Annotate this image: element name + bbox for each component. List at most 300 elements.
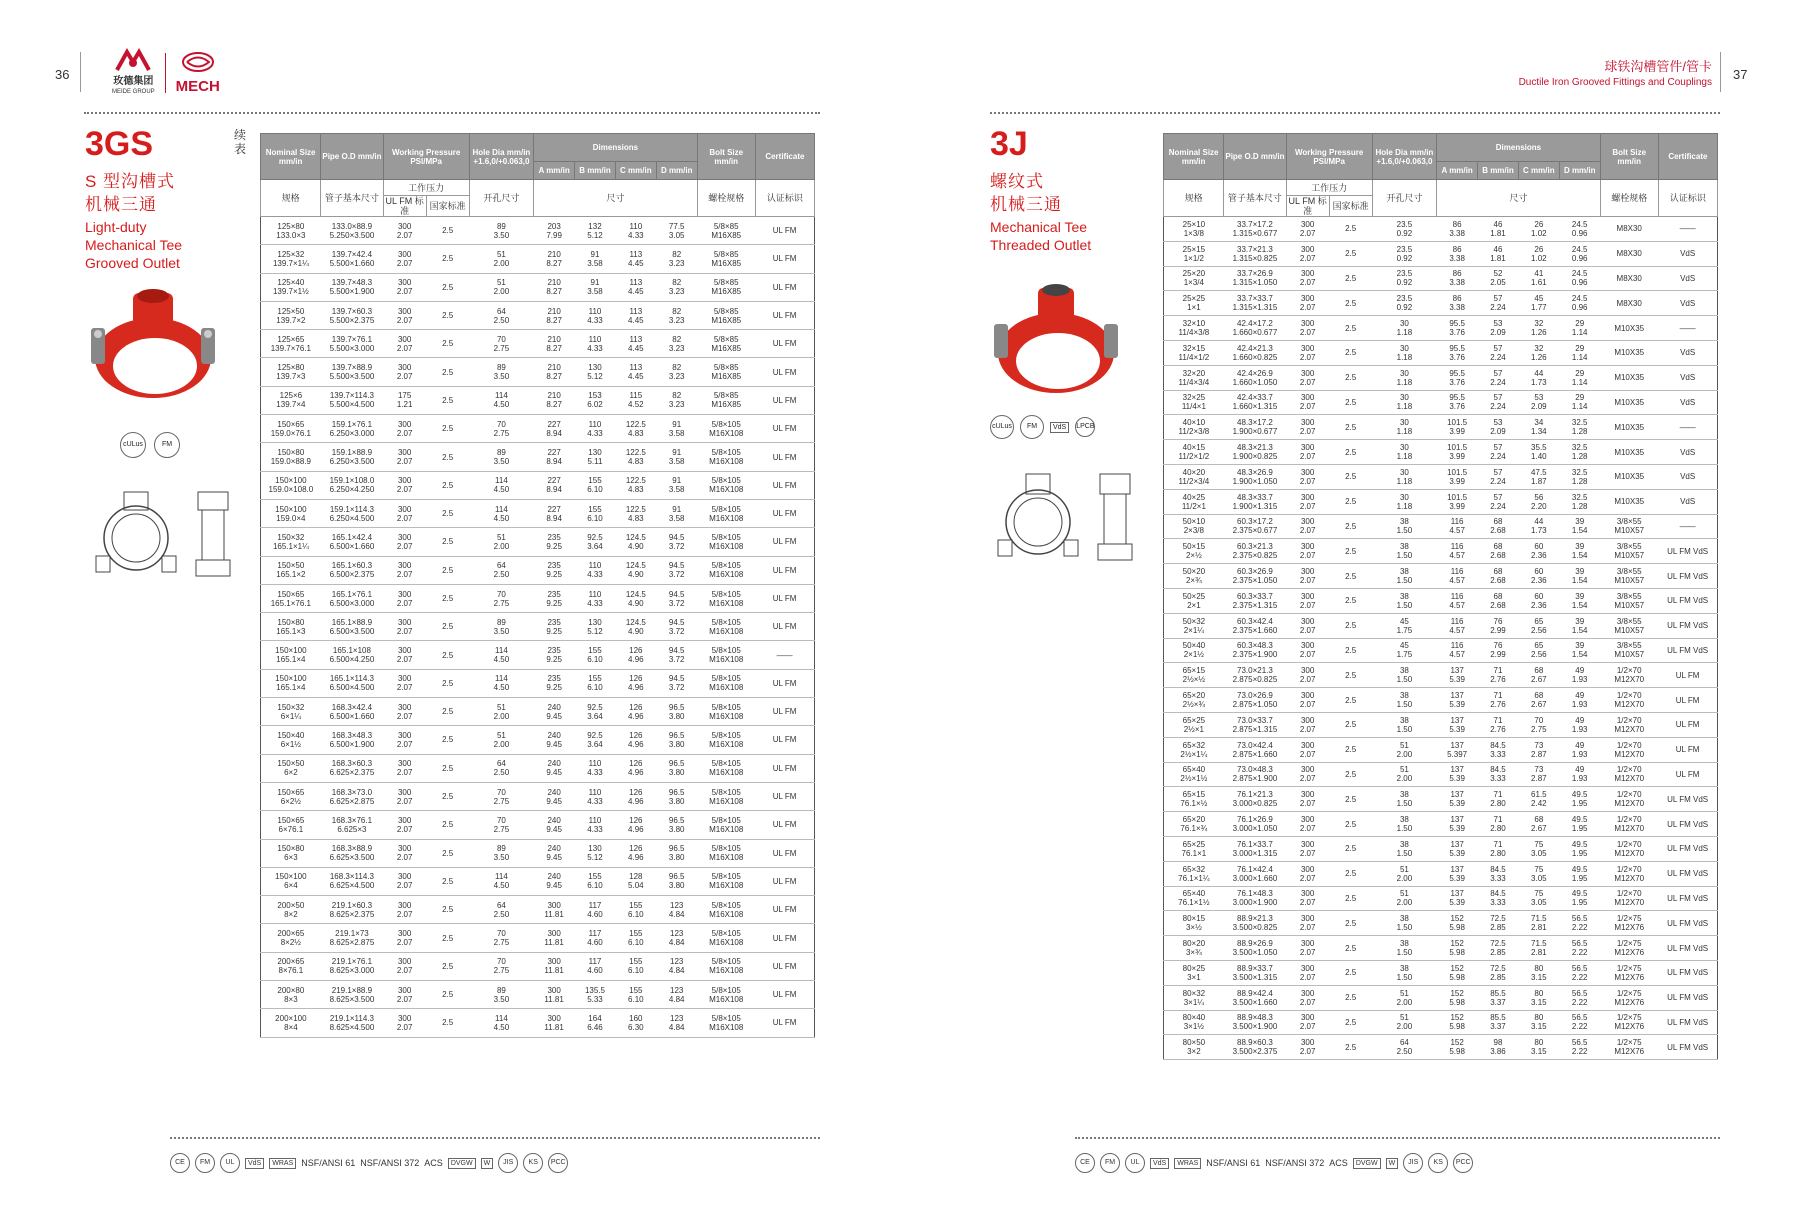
col-pipe-od: Pipe O.D mm/in xyxy=(321,134,383,180)
cell-nominal-size: 150×100 165.1×4 xyxy=(261,669,321,697)
cell-national-pressure: 2.5 xyxy=(1329,787,1372,812)
cell-ulfm-pressure: 300 2.07 xyxy=(383,669,426,697)
cell-dim-a: 101.5 3.99 xyxy=(1437,464,1478,489)
cell-national-pressure: 2.5 xyxy=(426,811,469,839)
meide-logo-icon xyxy=(113,48,153,72)
ul-icon: UL xyxy=(1125,1153,1145,1173)
cell-certificate: VdS xyxy=(1658,489,1717,514)
divider-right xyxy=(990,112,1720,114)
table-row xyxy=(1164,464,1718,489)
cell-nominal-size: 125×50 139.7×2 xyxy=(261,301,321,329)
cell-certificate: UL FM xyxy=(755,726,814,754)
cell-dim-a: 235 9.25 xyxy=(534,584,575,612)
cell-certificate: VdS xyxy=(1658,464,1717,489)
cell-nominal-size: 150×65 159.0×76.1 xyxy=(261,415,321,443)
table-row xyxy=(261,301,815,329)
cell-hole-dia: 70 2.75 xyxy=(469,584,534,612)
col-nominal-size: Nominal Size mm/in xyxy=(1164,134,1224,180)
cell-national-pressure: 2.5 xyxy=(426,358,469,386)
cell-dim-d: 56.5 2.22 xyxy=(1559,1035,1600,1060)
cell-bolt-size: M10X35 xyxy=(1600,390,1658,415)
cell-dim-a: 300 11.81 xyxy=(534,952,575,980)
cell-hole-dia: 51 2.00 xyxy=(469,273,534,301)
cell-ulfm-pressure: 300 2.07 xyxy=(383,301,426,329)
cell-hole-dia: 89 3.50 xyxy=(469,217,534,245)
cell-nominal-size: 65×25 2½×1 xyxy=(1164,712,1224,737)
cell-ulfm-pressure: 300 2.07 xyxy=(383,499,426,527)
cell-nominal-size: 150×65 165.1×76.1 xyxy=(261,584,321,612)
cell-dim-c: 160 6.30 xyxy=(615,1009,656,1037)
cell-ulfm-pressure: 300 2.07 xyxy=(383,952,426,980)
ce-mark-icon: CE xyxy=(170,1153,190,1173)
cell-pipe-od: 168.3×76.1 6.625×3 xyxy=(321,811,383,839)
cell-hole-dia: 45 1.75 xyxy=(1372,613,1437,638)
cell-dim-c: 124.5 4.90 xyxy=(615,528,656,556)
table-row xyxy=(261,867,815,895)
cell-dim-a: 152 5.98 xyxy=(1437,985,1478,1010)
cell-bolt-size: 1/2×70 M12X70 xyxy=(1600,737,1658,762)
cell-dim-d: 39 1.54 xyxy=(1559,588,1600,613)
cell-dim-c: 126 4.96 xyxy=(615,839,656,867)
cell-nominal-size: 50×25 2×1 xyxy=(1164,588,1224,613)
cert-marks-right xyxy=(990,415,1095,439)
cell-dim-c: 126 4.96 xyxy=(615,726,656,754)
cell-dim-a: 116 4.57 xyxy=(1437,613,1478,638)
cell-hole-dia: 114 4.50 xyxy=(469,471,534,499)
cell-hole-dia: 38 1.50 xyxy=(1372,663,1437,688)
cn-hole: 开孔尺寸 xyxy=(469,180,534,217)
cell-pipe-od: 139.7×60.3 5.500×2.375 xyxy=(321,301,383,329)
cell-ulfm-pressure: 300 2.07 xyxy=(1286,464,1329,489)
cn-spec: 规格 xyxy=(1164,180,1224,217)
table-row xyxy=(1164,836,1718,861)
cell-ulfm-pressure: 300 2.07 xyxy=(1286,340,1329,365)
cell-dim-b: 57 2.24 xyxy=(1478,365,1519,390)
cell-certificate: UL FM xyxy=(755,584,814,612)
cell-dim-c: 80 3.15 xyxy=(1518,960,1559,985)
cell-bolt-size: 1/2×70 M12X70 xyxy=(1600,787,1658,812)
cell-dim-c: 65 2.56 xyxy=(1518,613,1559,638)
cell-dim-c: 71.5 2.81 xyxy=(1518,911,1559,936)
cell-dim-d: 96.5 3.80 xyxy=(656,867,697,895)
table-row xyxy=(1164,217,1718,242)
cell-bolt-size: M8X30 xyxy=(1600,291,1658,316)
product-name-cn: S 型沟槽式 机械三通 xyxy=(85,172,176,214)
cell-dim-d: 91 3.58 xyxy=(656,499,697,527)
cell-national-pressure: 2.5 xyxy=(1329,638,1372,663)
cell-bolt-size: 5/8×105 M16X108 xyxy=(697,896,755,924)
cell-dim-a: 137 5.39 xyxy=(1437,762,1478,787)
cell-dim-d: 94.5 3.72 xyxy=(656,584,697,612)
cell-pipe-od: 88.9×33.7 3.500×1.315 xyxy=(1224,960,1286,985)
cell-national-pressure: 2.5 xyxy=(1329,365,1372,390)
cell-nominal-size: 200×100 8×4 xyxy=(261,1009,321,1037)
cell-ulfm-pressure: 300 2.07 xyxy=(1286,588,1329,613)
table-row xyxy=(261,924,815,952)
cell-nominal-size: 150×100 165.1×4 xyxy=(261,641,321,669)
cell-bolt-size: 1/2×70 M12X70 xyxy=(1600,688,1658,713)
ul-icon: UL xyxy=(220,1153,240,1173)
cell-certificate: VdS xyxy=(1658,440,1717,465)
cell-national-pressure: 2.5 xyxy=(426,754,469,782)
cell-certificate: UL FM VdS xyxy=(1658,564,1717,589)
cell-nominal-size: 65×25 76.1×1 xyxy=(1164,836,1224,861)
cell-national-pressure: 2.5 xyxy=(1329,688,1372,713)
cell-dim-b: 84.5 3.33 xyxy=(1478,861,1519,886)
cell-ulfm-pressure: 300 2.07 xyxy=(383,443,426,471)
section-title-en: Ductile Iron Grooved Fittings and Couplings xyxy=(1518,77,1712,88)
cell-dim-d: 24.5 0.96 xyxy=(1559,291,1600,316)
cell-pipe-od: 33.7×21.3 1.315×0.825 xyxy=(1224,241,1286,266)
cell-dim-c: 26 1.02 xyxy=(1518,217,1559,242)
table-row xyxy=(261,358,815,386)
cell-dim-c: 122.5 4.83 xyxy=(615,471,656,499)
cell-nominal-size: 80×25 3×1 xyxy=(1164,960,1224,985)
cell-hole-dia: 51 2.00 xyxy=(1372,762,1437,787)
cell-hole-dia: 23.5 0.92 xyxy=(1372,291,1437,316)
table-row xyxy=(1164,241,1718,266)
footer-standard-label: NSF/ANSI 372 xyxy=(1265,1158,1325,1168)
cell-dim-b: 53 2.09 xyxy=(1478,316,1519,341)
cell-dim-b: 92.5 3.64 xyxy=(575,528,616,556)
cell-ulfm-pressure: 300 2.07 xyxy=(383,528,426,556)
cell-dim-b: 110 4.33 xyxy=(575,301,616,329)
cell-dim-d: 94.5 3.72 xyxy=(656,669,697,697)
continued-label: 续表 xyxy=(234,128,247,156)
cell-ulfm-pressure: 300 2.07 xyxy=(383,698,426,726)
cell-national-pressure: 2.5 xyxy=(426,471,469,499)
jis-icon: JIS xyxy=(498,1153,518,1173)
cell-national-pressure: 2.5 xyxy=(426,584,469,612)
cell-bolt-size: 5/8×105 M16X108 xyxy=(697,811,755,839)
cell-dim-a: 137 5.39 xyxy=(1437,861,1478,886)
cell-national-pressure: 2.5 xyxy=(1329,861,1372,886)
cell-pipe-od: 159.1×108.0 6.250×4.250 xyxy=(321,471,383,499)
cell-certificate: UL FM xyxy=(755,867,814,895)
cell-hole-dia: 51 2.00 xyxy=(1372,886,1437,911)
cell-certificate: UL FM VdS xyxy=(1658,985,1717,1010)
spec-table-3gs xyxy=(260,133,815,1038)
cell-dim-a: 116 4.57 xyxy=(1437,638,1478,663)
cell-bolt-size: 5/8×85 M16X85 xyxy=(697,330,755,358)
cell-dim-c: 113 4.45 xyxy=(615,301,656,329)
cell-ulfm-pressure: 300 2.07 xyxy=(1286,836,1329,861)
cell-dim-b: 72.5 2.85 xyxy=(1478,960,1519,985)
technical-drawing-right xyxy=(990,460,1150,570)
cell-bolt-size: 5/8×105 M16X108 xyxy=(697,754,755,782)
cell-dim-c: 126 4.96 xyxy=(615,669,656,697)
cell-dim-c: 124.5 4.90 xyxy=(615,613,656,641)
cell-certificate: UL FM xyxy=(755,499,814,527)
cell-bolt-size: 1/2×75 M12X76 xyxy=(1600,960,1658,985)
cell-bolt-size: 5/8×105 M16X108 xyxy=(697,415,755,443)
col-pipe-od: Pipe O.D mm/in xyxy=(1224,134,1286,180)
cell-dim-d: 49.5 1.95 xyxy=(1559,886,1600,911)
cell-nominal-size: 125×80 139.7×3 xyxy=(261,358,321,386)
cell-dim-b: 91 3.58 xyxy=(575,245,616,273)
table-row xyxy=(261,754,815,782)
cell-nominal-size: 40×15 11/2×1/2 xyxy=(1164,440,1224,465)
cell-certificate: UL FM xyxy=(1658,762,1717,787)
cell-dim-a: 240 9.45 xyxy=(534,698,575,726)
cell-ulfm-pressure: 300 2.07 xyxy=(1286,911,1329,936)
ul-listed-icon: cULus xyxy=(120,432,146,458)
cell-bolt-size: M10X35 xyxy=(1600,440,1658,465)
table-row xyxy=(261,981,815,1009)
cell-bolt-size: 5/8×105 M16X108 xyxy=(697,726,755,754)
cell-dim-b: 57 2.24 xyxy=(1478,291,1519,316)
table-row xyxy=(261,386,815,414)
table-row xyxy=(1164,787,1718,812)
cell-ulfm-pressure: 300 2.07 xyxy=(1286,638,1329,663)
cell-nominal-size: 65×32 2½×1¼ xyxy=(1164,737,1224,762)
cell-dim-a: 95.5 3.76 xyxy=(1437,316,1478,341)
col-working-pressure: Working Pressure PSI/MPa xyxy=(1286,134,1372,180)
cell-dim-c: 60 2.36 xyxy=(1518,539,1559,564)
cell-pipe-od: 48.3×33.7 1.900×1.315 xyxy=(1224,489,1286,514)
col-working-pressure: Working Pressure PSI/MPa xyxy=(383,134,469,180)
table-row xyxy=(1164,762,1718,787)
cell-nominal-size: 32×15 11/4×1/2 xyxy=(1164,340,1224,365)
cell-certificate: UL FM xyxy=(755,981,814,1009)
cell-nominal-size: 200×65 8×2½ xyxy=(261,924,321,952)
cell-dim-d: 77.5 3.05 xyxy=(656,217,697,245)
cell-dim-b: 153 6.02 xyxy=(575,386,616,414)
cell-dim-b: 110 4.33 xyxy=(575,782,616,810)
cell-pipe-od: 165.1×60.3 6.500×2.375 xyxy=(321,556,383,584)
meide-logo xyxy=(112,48,155,97)
cell-national-pressure: 2.5 xyxy=(426,330,469,358)
cell-dim-d: 56.5 2.22 xyxy=(1559,1010,1600,1035)
cell-hole-dia: 30 1.18 xyxy=(1372,464,1437,489)
cell-dim-a: 137 5.39 xyxy=(1437,712,1478,737)
cell-pipe-od: 219.1×73 8.625×2.875 xyxy=(321,924,383,952)
cell-dim-c: 126 4.96 xyxy=(615,782,656,810)
cell-dim-a: 210 8.27 xyxy=(534,273,575,301)
cell-dim-c: 155 6.10 xyxy=(615,952,656,980)
cell-dim-b: 72.5 2.85 xyxy=(1478,911,1519,936)
cell-national-pressure: 2.5 xyxy=(1329,812,1372,837)
cell-nominal-size: 25×10 1×3/8 xyxy=(1164,217,1224,242)
cell-hole-dia: 70 2.75 xyxy=(469,330,534,358)
cell-certificate: UL FM xyxy=(755,669,814,697)
cell-pipe-od: 60.3×42.4 2.375×1.660 xyxy=(1224,613,1286,638)
cell-hole-dia: 38 1.50 xyxy=(1372,712,1437,737)
cell-bolt-size: 5/8×85 M16X85 xyxy=(697,386,755,414)
cell-dim-b: 117 4.60 xyxy=(575,952,616,980)
cell-nominal-size: 65×40 2½×1½ xyxy=(1164,762,1224,787)
cell-national-pressure: 2.5 xyxy=(426,896,469,924)
cell-bolt-size: 5/8×85 M16X85 xyxy=(697,217,755,245)
cell-bolt-size: 5/8×105 M16X108 xyxy=(697,443,755,471)
cell-dim-a: 137 5.39 xyxy=(1437,812,1478,837)
cell-certificate: UL FM xyxy=(755,528,814,556)
cell-nominal-size: 150×80 6×3 xyxy=(261,839,321,867)
cell-hole-dia: 89 3.50 xyxy=(469,358,534,386)
cell-national-pressure: 2.5 xyxy=(1329,415,1372,440)
cell-bolt-size: 1/2×70 M12X70 xyxy=(1600,886,1658,911)
cell-hole-dia: 38 1.50 xyxy=(1372,836,1437,861)
cell-dim-d: 39 1.54 xyxy=(1559,564,1600,589)
table-row xyxy=(1164,316,1718,341)
cell-dim-b: 155 6.10 xyxy=(575,471,616,499)
cell-dim-d: 32.5 1.28 xyxy=(1559,415,1600,440)
cell-bolt-size: 5/8×85 M16X85 xyxy=(697,301,755,329)
cell-dim-a: 227 8.94 xyxy=(534,499,575,527)
cell-dim-c: 126 4.96 xyxy=(615,754,656,782)
cell-hole-dia: 114 4.50 xyxy=(469,641,534,669)
cell-national-pressure: 2.5 xyxy=(426,669,469,697)
cell-pipe-od: 60.3×33.7 2.375×1.315 xyxy=(1224,588,1286,613)
cell-certificate: UL FM VdS xyxy=(1658,588,1717,613)
cell-hole-dia: 114 4.50 xyxy=(469,1009,534,1037)
cell-hole-dia: 114 4.50 xyxy=(469,499,534,527)
cell-ulfm-pressure: 300 2.07 xyxy=(1286,762,1329,787)
cell-dim-c: 113 4.45 xyxy=(615,358,656,386)
cell-dim-c: 122.5 4.83 xyxy=(615,499,656,527)
cn-hole: 开孔尺寸 xyxy=(1372,180,1437,217)
cell-dim-b: 98 3.86 xyxy=(1478,1035,1519,1060)
w-mark-icon: W xyxy=(481,1158,494,1169)
cell-dim-b: 71 2.76 xyxy=(1478,688,1519,713)
cell-hole-dia: 89 3.50 xyxy=(469,613,534,641)
cell-certificate: VdS xyxy=(1658,266,1717,291)
table-row xyxy=(1164,886,1718,911)
cell-nominal-size: 65×20 2½×¾ xyxy=(1164,688,1224,713)
lpcb-icon: LPCB xyxy=(1075,417,1095,437)
cell-pipe-od: 168.3×42.4 6.500×1.660 xyxy=(321,698,383,726)
table-row xyxy=(261,1009,815,1037)
cell-pipe-od: 73.0×48.3 2.875×1.900 xyxy=(1224,762,1286,787)
cell-ulfm-pressure: 300 2.07 xyxy=(383,556,426,584)
cell-national-pressure: 2.5 xyxy=(426,415,469,443)
cell-dim-a: 210 8.27 xyxy=(534,330,575,358)
cell-dim-c: 70 2.75 xyxy=(1518,712,1559,737)
table-row xyxy=(1164,911,1718,936)
cell-dim-a: 137 5.39 xyxy=(1437,688,1478,713)
col-hole-dia: Hole Dia mm/in +1.6,0/+0.063,0 xyxy=(469,134,534,180)
cell-dim-c: 47.5 1.87 xyxy=(1518,464,1559,489)
cell-hole-dia: 51 2.00 xyxy=(469,726,534,754)
cell-dim-c: 41 1.61 xyxy=(1518,266,1559,291)
cell-ulfm-pressure: 300 2.07 xyxy=(1286,936,1329,961)
cell-dim-a: 240 9.45 xyxy=(534,782,575,810)
cell-dim-b: 91 3.58 xyxy=(575,273,616,301)
cell-dim-a: 235 9.25 xyxy=(534,641,575,669)
cell-dim-c: 122.5 4.83 xyxy=(615,443,656,471)
cell-ulfm-pressure: 300 2.07 xyxy=(1286,291,1329,316)
cell-dim-b: 57 2.24 xyxy=(1478,390,1519,415)
cell-dim-d: 96.5 3.80 xyxy=(656,698,697,726)
mech-logo xyxy=(176,51,220,95)
cell-certificate: UL FM xyxy=(755,443,814,471)
table-row xyxy=(1164,663,1718,688)
cell-dim-d: 96.5 3.80 xyxy=(656,839,697,867)
cell-dim-b: 92.5 3.64 xyxy=(575,726,616,754)
cell-dim-a: 116 4.57 xyxy=(1437,564,1478,589)
cell-dim-d: 29 1.14 xyxy=(1559,316,1600,341)
cell-ulfm-pressure: 300 2.07 xyxy=(1286,613,1329,638)
cell-national-pressure: 2.5 xyxy=(1329,588,1372,613)
cell-bolt-size: 3/8×55 M10X57 xyxy=(1600,588,1658,613)
cell-certificate: UL FM VdS xyxy=(1658,836,1717,861)
cell-national-pressure: 2.5 xyxy=(1329,712,1372,737)
cell-dim-d: 49 1.93 xyxy=(1559,688,1600,713)
page-number-right: 37 xyxy=(1733,67,1748,82)
cell-dim-d: 49.5 1.95 xyxy=(1559,787,1600,812)
cell-hole-dia: 38 1.50 xyxy=(1372,588,1437,613)
cell-hole-dia: 70 2.75 xyxy=(469,952,534,980)
cell-nominal-size: 150×50 165.1×2 xyxy=(261,556,321,584)
cell-dim-c: 122.5 4.83 xyxy=(615,415,656,443)
cell-pipe-od: 88.9×42.4 3.500×1.660 xyxy=(1224,985,1286,1010)
cell-national-pressure: 2.5 xyxy=(1329,613,1372,638)
footer-standard-label: ACS xyxy=(1329,1158,1348,1168)
table-row xyxy=(261,698,815,726)
cell-dim-d: 39 1.54 xyxy=(1559,613,1600,638)
cell-hole-dia: 38 1.50 xyxy=(1372,539,1437,564)
table-row xyxy=(261,528,815,556)
cell-national-pressure: 2.5 xyxy=(1329,737,1372,762)
cell-dim-c: 155 6.10 xyxy=(615,896,656,924)
cell-national-pressure: 2.5 xyxy=(426,386,469,414)
cell-ulfm-pressure: 300 2.07 xyxy=(1286,663,1329,688)
cell-ulfm-pressure: 300 2.07 xyxy=(383,867,426,895)
cell-pipe-od: 33.7×17.2 1.315×0.677 xyxy=(1224,217,1286,242)
cn-national: 国家标准 xyxy=(426,196,469,217)
cell-dim-b: 68 2.68 xyxy=(1478,539,1519,564)
cell-certificate: UL FM VdS xyxy=(1658,638,1717,663)
cell-dim-a: 116 4.57 xyxy=(1437,514,1478,539)
cell-bolt-size: 3/8×55 M10X57 xyxy=(1600,638,1658,663)
table-row xyxy=(261,584,815,612)
cell-dim-a: 203 7.99 xyxy=(534,217,575,245)
cell-nominal-size: 150×100 159.0×4 xyxy=(261,499,321,527)
cell-bolt-size: 1/2×70 M12X70 xyxy=(1600,861,1658,886)
cell-nominal-size: 125×32 139.7×1¼ xyxy=(261,245,321,273)
cell-dim-c: 110 4.33 xyxy=(615,217,656,245)
table-row xyxy=(261,669,815,697)
cell-ulfm-pressure: 300 2.07 xyxy=(1286,712,1329,737)
cell-hole-dia: 89 3.50 xyxy=(469,443,534,471)
cell-national-pressure: 2.5 xyxy=(426,301,469,329)
cell-nominal-size: 80×50 3×2 xyxy=(1164,1035,1224,1060)
cell-certificate: UL FM VdS xyxy=(1658,861,1717,886)
cell-certificate: UL FM xyxy=(755,330,814,358)
cell-ulfm-pressure: 300 2.07 xyxy=(1286,564,1329,589)
cell-dim-d: 49 1.93 xyxy=(1559,762,1600,787)
table-row xyxy=(1164,960,1718,985)
table-row xyxy=(1164,588,1718,613)
cell-pipe-od: 168.3×114.3 6.625×4.500 xyxy=(321,867,383,895)
cell-dim-b: 72.5 2.85 xyxy=(1478,936,1519,961)
cell-hole-dia: 30 1.18 xyxy=(1372,340,1437,365)
cell-dim-d: 123 4.84 xyxy=(656,981,697,1009)
cell-ulfm-pressure: 300 2.07 xyxy=(383,330,426,358)
cell-pipe-od: 219.1×114.3 8.625×4.500 xyxy=(321,1009,383,1037)
cell-nominal-size: 125×40 139.7×1½ xyxy=(261,273,321,301)
cell-dim-b: 71 2.80 xyxy=(1478,836,1519,861)
cell-dim-c: 155 6.10 xyxy=(615,981,656,1009)
cell-hole-dia: 51 2.00 xyxy=(1372,985,1437,1010)
cell-ulfm-pressure: 300 2.07 xyxy=(1286,812,1329,837)
cell-pipe-od: 42.4×21.3 1.660×0.825 xyxy=(1224,340,1286,365)
cell-pipe-od: 168.3×88.9 6.625×3.500 xyxy=(321,839,383,867)
cell-nominal-size: 80×40 3×1½ xyxy=(1164,1010,1224,1035)
cell-hole-dia: 114 4.50 xyxy=(469,386,534,414)
cell-certificate: UL FM xyxy=(755,924,814,952)
cell-dim-a: 137 5.397 xyxy=(1437,737,1478,762)
